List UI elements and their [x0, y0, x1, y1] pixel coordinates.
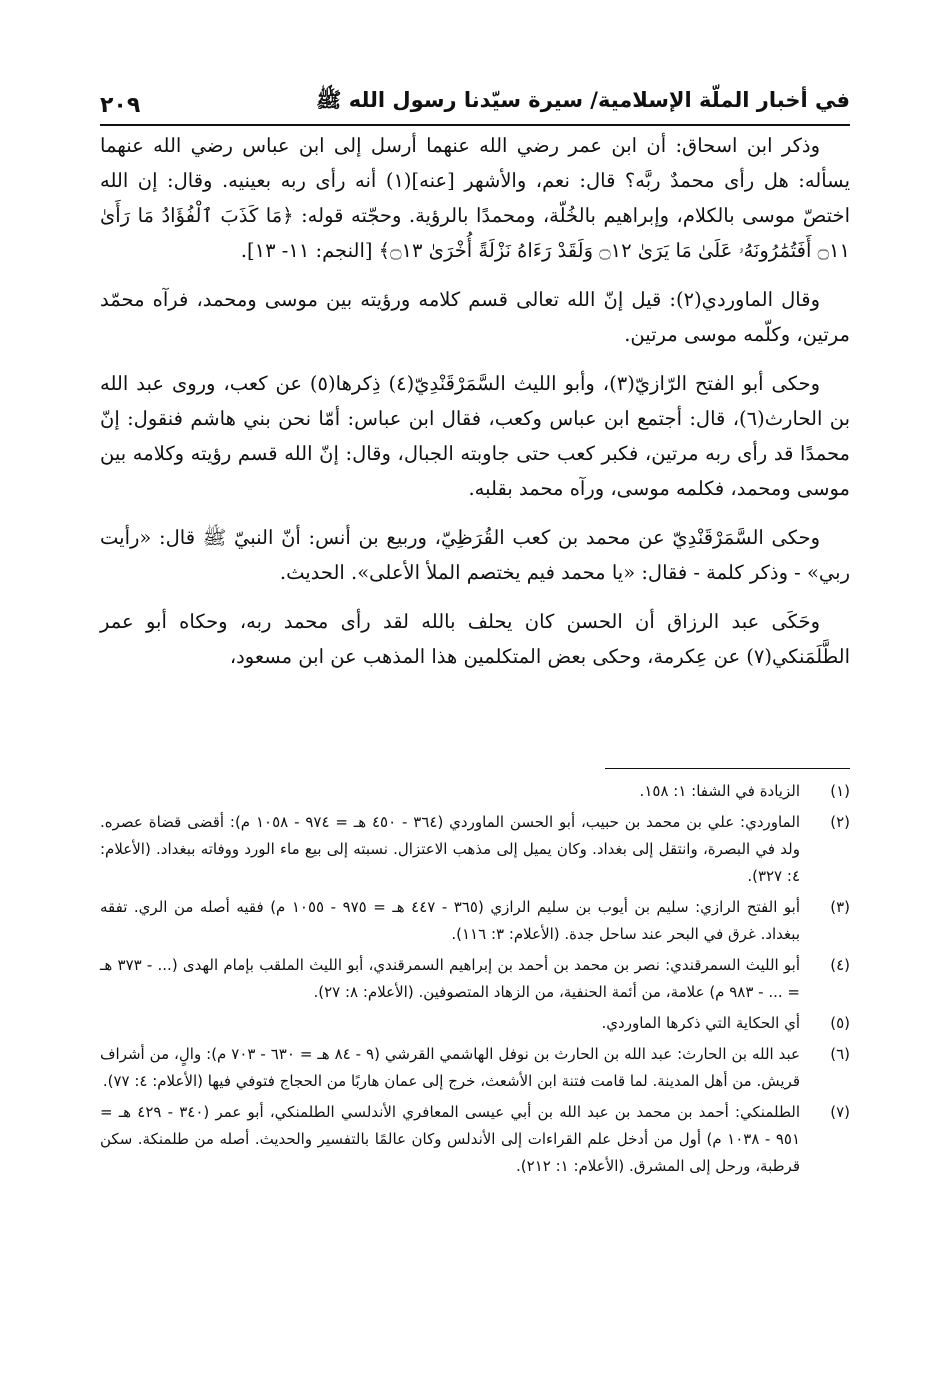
footnote-text: أبو الفتح الرازي: سليم بن أيوب بن سليم الرازي (٣٦٥ - ٤٤٧ هـ = ٩٧٥ - ١٠٥٥ م) فقيه أصله من الري. تفقه ببغداد. غرق في البحر عند ساحل جدة. (الأعلام: ٣: ١١٦).	[100, 898, 800, 943]
paragraph: وحكى السَّمَرْقَنْدِيّ عن محمد بن كعب القُرَظِيّ، وربيع بن أنس: أنّ النبيّ ﷺ قال: «رأيت ربي» - وذكر كلمة - فقال: «يا محمد فيم يختصم الملأ الأعلى». الحديث.	[100, 526, 850, 584]
paragraph: وحَكَى عبد الرزاق أن الحسن كان يحلف بالله لقد رأى محمد ربه، وحكاه أبو عمر الطَّلَمَنكي(٧) عن عِكرمة، وحكى بعض المتكلمين هذا المذهب عن ابن مسعود،	[100, 610, 850, 668]
footnote-divider	[605, 768, 850, 769]
footnote-text: أبو الليث السمرقندي: نصر بن محمد بن أحمد بن إبراهيم السمرقندي، أبو الليث الملقب بإمام الهدى (... - ٣٧٣ هـ = ... - ٩٨٣ م) علامة، من أئمة الحنفية، من الزهاد المتصوفين. (الأعلام: ٨: ٢٧).	[100, 956, 800, 1001]
footnote-number: (٥)	[830, 1014, 850, 1032]
footnote-text: الماوردي: علي بن محمد بن حبيب، أبو الحسن الماوردي (٣٦٤ - ٤٥٠ هـ = ٩٧٤ - ١٠٥٨ م): أقضى قضاة عصره. ولد في البصرة، وانتقل إلى بغداد. وكان يميل إلى مذهب الاعتزال. نسبته إلى بيع ماء الورد ووفاته ببغداد. (الأعلام: ٤: ٣٢٧).	[100, 813, 800, 885]
footnote-text: أي الحكاية التي ذكرها الماوردي.	[601, 1014, 800, 1032]
footnote	[100, 1099, 850, 1180]
footnote-number: (٣)	[830, 898, 850, 916]
main-text	[100, 128, 850, 688]
footnotes	[100, 778, 850, 1184]
paragraph: وحكى أبو الفتح الرّازيّ(٣)، وأبو الليث السَّمَرْقَنْدِيّ(٤) ذِكرها(٥) عن كعب، وروى عبد الله بن الحارث(٦)، قال: أجتمع ابن عباس وكعب، فقال ابن عباس: أمّا نحن بني هاشم فنقول: إنّ محمدًا قد رأى ربه مرتين، فكبر كعب حتى جاوبته الجبال، وقال: إنّ الله قسم رؤيته وكلامه بين موسى ومحمد، فكلمه موسى، ورآه محمد بقلبه.	[100, 372, 850, 500]
page-number: ٢٠٩	[100, 93, 141, 118]
footnote-text: الزيادة في الشفا: ١: ١٥٨.	[639, 782, 800, 800]
footnote	[100, 1010, 850, 1037]
footnote	[100, 809, 850, 890]
footnote-number: (١)	[830, 782, 850, 800]
running-title: في أخبار الملّة الإسلامية/ سيرة سيّدنا رسول الله ﷺ	[316, 88, 850, 112]
footnote-text: عبد الله بن الحارث: عبد الله بن الحارث بن نوفل الهاشمي القرشي (٩ - ٨٤ هـ = ٦٣٠ - ٧٠٣ م): والٍ، من أشراف قريش. من أهل المدينة. لما قامت فتنة ابن الأشعث، خرج إلى عمان هاربًا من الحجاج فتوفي فيها (الأعلام: ٤: ٧٧).	[100, 1045, 801, 1090]
footnote	[100, 952, 850, 1006]
footnote	[100, 894, 850, 948]
footnote	[100, 1041, 850, 1095]
paragraph: وقال الماوردي(٢): قيل إنّ الله تعالى قسم كلامه ورؤيته بين موسى ومحمد، فرآه محمّد مرتين، وكلّمه موسى مرتين.	[100, 288, 850, 346]
footnote	[100, 778, 850, 805]
footnote-number: (٤)	[830, 956, 850, 974]
footnote-number: (٧)	[830, 1103, 850, 1121]
footnote-number: (٦)	[830, 1045, 850, 1063]
paragraph: وذكر ابن اسحاق: أن ابن عمر رضي الله عنهما أرسل إلى ابن عباس رضي الله عنهما يسأله: هل رأى محمدٌ ربَّه؟ قال: نعم، والأشهر [عنه](١) أنه رأى ربه بعينيه. وقال: إن الله اختصّ موسى بالكلام، وإبراهيم بالخُلّة، ومحمدًا بالرؤية. وحجّته قوله: ﴿مَا كَذَبَ ٱلْفُؤَادُ مَا رَأَىٰ ۝١١ أَفَتُمَٰرُونَهُۥ عَلَىٰ مَا يَرَىٰ ۝١٢ وَلَقَدْ رَءَاهُ نَزْلَةً أُخْرَىٰ ۝١٣﴾ [النجم: ١١- ١٣].	[100, 134, 850, 262]
page-header	[100, 78, 850, 126]
footnote-text: الطلمنكي: أحمد بن محمد بن عبد الله بن أبي عيسى المعافري الأندلسي الطلمنكي، أبو عمر (٣٤٠ - ٤٢٩ هـ = ٩٥١ - ١٠٣٨ م) أول من أدخل علم القراءات إلى الأندلس وكان عالمًا بالتفسير والحديث. أصله من طلمنكة. سكن قرطبة، ورحل إلى المشرق. (الأعلام: ١: ٢١٢).	[100, 1103, 800, 1175]
footnote-number: (٢)	[830, 813, 850, 831]
